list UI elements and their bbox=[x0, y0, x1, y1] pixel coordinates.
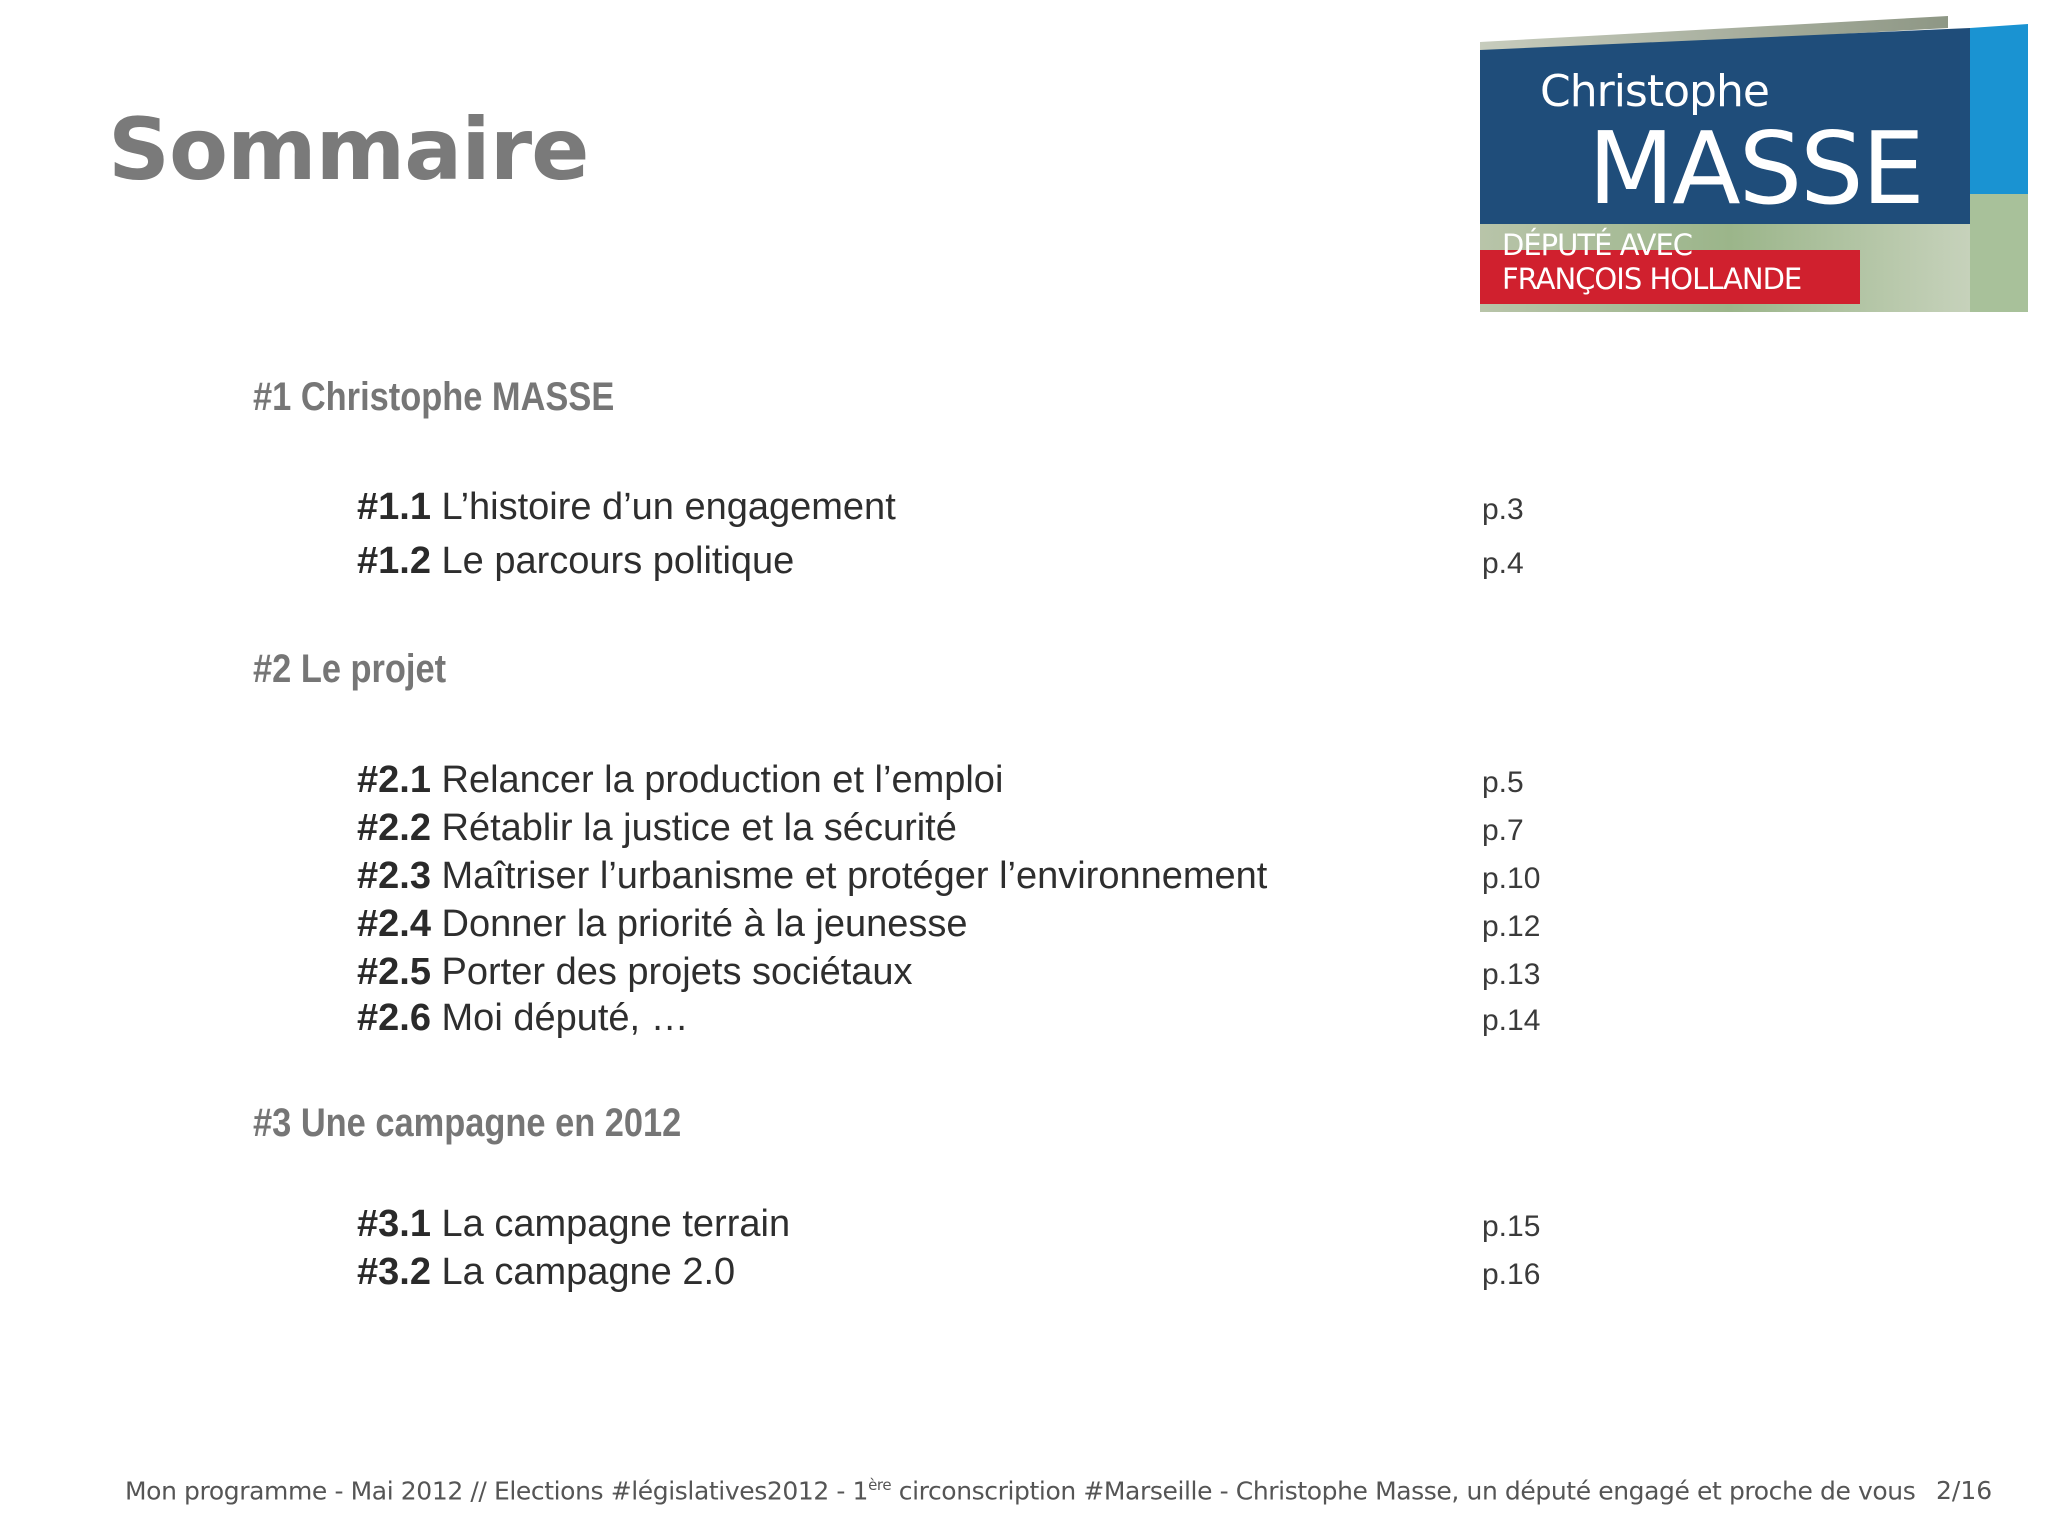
toc-entry-title: L’histoire d’un engagement bbox=[430, 486, 896, 528]
toc-page-number: p.4 bbox=[1482, 547, 1524, 580]
toc-page-number: p.3 bbox=[1482, 493, 1524, 526]
logo-first-name: Christophe bbox=[1540, 66, 1769, 117]
toc-entry-number: #3.2 bbox=[357, 1251, 431, 1293]
toc-entry-number: #2.1 bbox=[357, 759, 431, 801]
toc-entry-number: #2.3 bbox=[357, 855, 431, 897]
toc-section-heading: #3 Une campagne en 2012 bbox=[253, 1101, 682, 1145]
toc-entry[interactable] bbox=[357, 855, 1267, 898]
toc-entry[interactable] bbox=[357, 997, 689, 1040]
toc-entry-title: La campagne terrain bbox=[430, 1203, 791, 1245]
toc-page-number: p.16 bbox=[1482, 1258, 1541, 1291]
toc-entry[interactable] bbox=[357, 759, 1003, 802]
toc-page-number: p.14 bbox=[1482, 1004, 1541, 1037]
toc-entry-title: Le parcours politique bbox=[430, 540, 795, 582]
toc-entry-number: #2.5 bbox=[357, 951, 431, 993]
toc-page-number: p.7 bbox=[1482, 814, 1524, 847]
toc-entry[interactable] bbox=[357, 1203, 790, 1246]
toc-entry-number: #2.2 bbox=[357, 807, 431, 849]
toc-entry[interactable] bbox=[357, 903, 968, 946]
toc-entry-title: Rétablir la justice et la sécurité bbox=[430, 807, 957, 849]
logo-last-name: MASSE bbox=[1588, 110, 1923, 227]
toc-entry-number: #2.4 bbox=[357, 903, 431, 945]
footer-superscript: ère bbox=[868, 1476, 892, 1494]
footer-text-end: circonscription #Marseille - Christophe Masse, un député engagé et proche de vous bbox=[891, 1476, 1916, 1506]
toc-page-number: p.15 bbox=[1482, 1210, 1541, 1243]
page-indicator: 2/16 bbox=[1936, 1476, 1993, 1505]
toc-entry[interactable] bbox=[357, 540, 794, 583]
toc-entry[interactable] bbox=[357, 1251, 735, 1294]
toc-entry-number: #2.6 bbox=[357, 997, 431, 1039]
toc-page-number: p.12 bbox=[1482, 910, 1541, 943]
toc-entry-title: La campagne 2.0 bbox=[430, 1251, 736, 1293]
toc-entry-number: #1.2 bbox=[357, 540, 431, 582]
toc-page-number: p.13 bbox=[1482, 958, 1541, 991]
toc-entry-title: Donner la priorité à la jeunesse bbox=[430, 903, 968, 945]
toc-entry[interactable] bbox=[357, 486, 896, 529]
toc-entry[interactable] bbox=[357, 807, 957, 850]
toc-entry-title: Maîtriser l’urbanisme et protéger l’environnement bbox=[430, 855, 1268, 897]
toc-entry-number: #1.1 bbox=[357, 486, 431, 528]
candidate-logo bbox=[1480, 14, 2028, 314]
logo-tagline-line1: DÉPUTÉ AVEC bbox=[1502, 228, 1693, 262]
logo-tagline-line2: FRANÇOIS HOLLANDE bbox=[1502, 262, 1802, 296]
toc-entry-title: Moi député, … bbox=[430, 997, 689, 1039]
toc-entry-title: Relancer la production et l’emploi bbox=[430, 759, 1004, 801]
toc-entry-number: #3.1 bbox=[357, 1203, 431, 1245]
toc-section-heading: #1 Christophe MASSE bbox=[253, 375, 615, 419]
toc-entry[interactable] bbox=[357, 951, 913, 994]
toc-page-number: p.10 bbox=[1482, 862, 1541, 895]
toc-page-number: p.5 bbox=[1482, 766, 1524, 799]
toc-entry-title: Porter des projets sociétaux bbox=[430, 951, 913, 993]
toc-section-heading: #2 Le projet bbox=[253, 647, 447, 691]
footer-text-start: Mon programme - Mai 2012 // Elections #législatives2012 - 1 bbox=[125, 1476, 869, 1506]
page-title: Sommaire bbox=[108, 100, 589, 200]
footer-text bbox=[125, 1476, 1915, 1505]
